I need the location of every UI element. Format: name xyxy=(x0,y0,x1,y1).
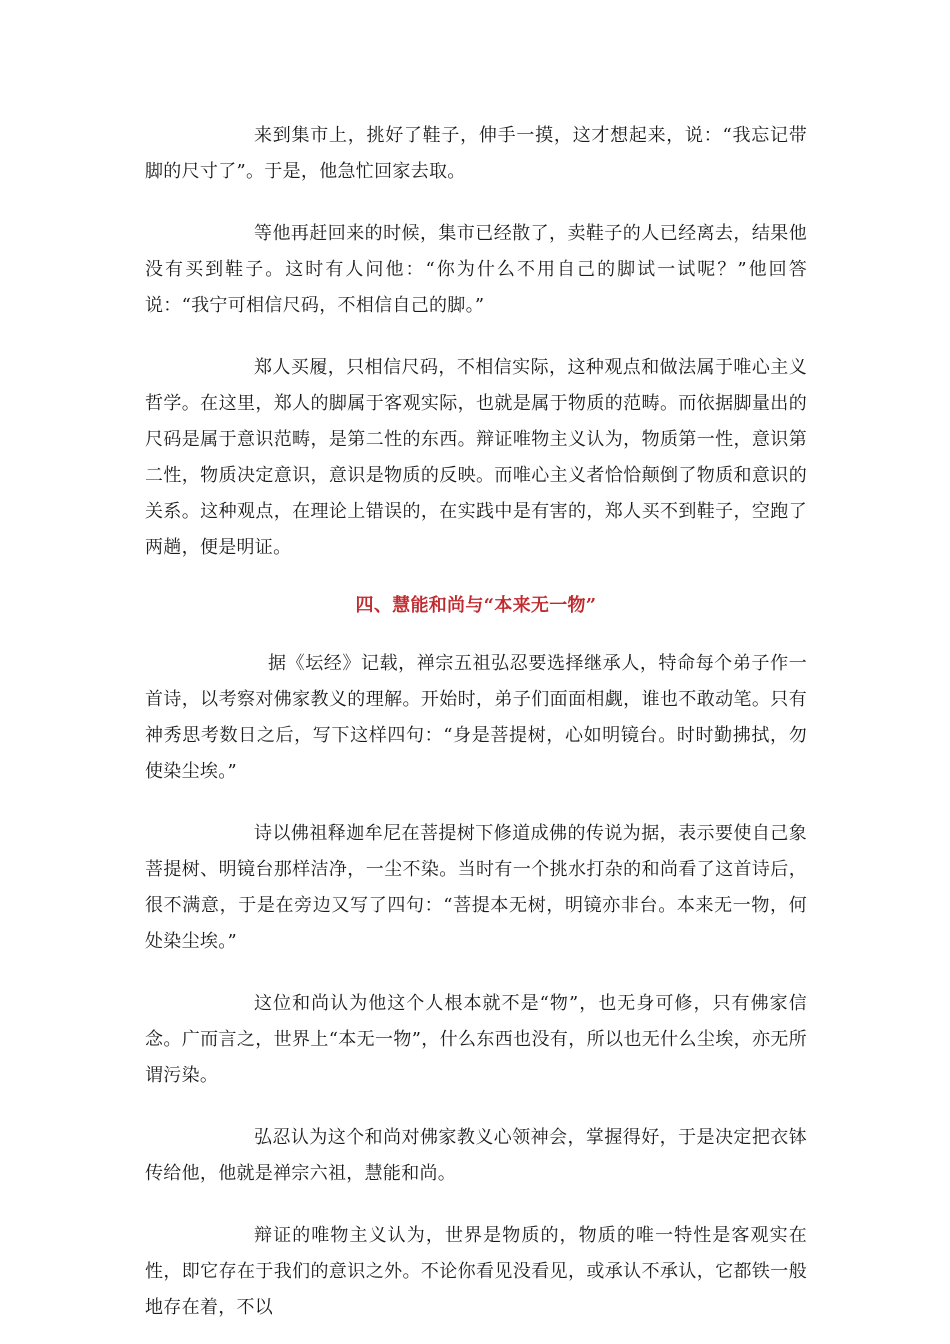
document-body xyxy=(145,118,807,1326)
paragraph-tanjing: 据《坛经》记载，禅宗五祖弘忍要选择继承人，特命每个弟子作一首诗，以考察对佛家教义的理解。开始时，弟子们面面相觑，谁也不敢动笔。只有神秀思考数日之后，写下这样四句：“身是菩提树，心如明镜台。时时勤拂拭，勿使染尘埃。” xyxy=(145,653,807,782)
paragraph-market: 来到集市上，挑好了鞋子，伸手一摸，这才想起来，说：“我忘记带脚的尺寸了”。于是，他急忙回家去取。 xyxy=(145,125,807,182)
section-heading: 四、慧能和尚与“本来无一物” xyxy=(355,595,597,616)
paragraph-return: 等他再赶回来的时候，集市已经散了，卖鞋子的人已经离去，结果他没有买到鞋子。这时有人问他：“你为什么不用自己的脚试一试呢？”他回答说：“我宁可相信尺码，不相信自己的脚。” xyxy=(145,223,807,316)
paragraph-analysis: 郑人买履，只相信尺码，不相信实际，这种观点和做法属于唯心主义哲学。在这里，郑人的脚属于客观实际，也就是属于物质的范畴。而依据脚量出的尺码是属于意识范畴，是第二性的东西。辩证唯物主义认为，物质第一性，意识第二性，物质决定意识，意识是物质的反映。而唯心主义者恰恰颠倒了物质和意识的关系。这种观点，在理论上错误的，在实践中是有害的，郑人买不到鞋子，空跑了两趟，便是明证。 xyxy=(145,357,807,558)
paragraph-poem: 诗以佛祖释迦牟尼在菩提树下修道成佛的传说为据，表示要使自己象菩提树、明镜台那样洁净，一尘不染。当时有一个挑水打杂的和尚看了这首诗后，很不满意，于是在旁边又写了四句：“菩提本无树，明镜亦非台。本来无一物，何处染尘埃。” xyxy=(145,823,807,952)
paragraph-monk-view: 这位和尚认为他这个人根本就不是“物”，也无身可修，只有佛家信念。广而言之，世界上“本无一物”，什么东西也没有，所以也无什么尘埃，亦无所谓污染。 xyxy=(145,993,807,1086)
paragraph-materialism: 辩证的唯物主义认为，世界是物质的，物质的唯一特性是客观实在性，即它存在于我们的意识之外。不论你看见没看见，或承认不承认，它都铁一般地存在着，不以 xyxy=(145,1225,807,1318)
paragraph-succession: 弘忍认为这个和尚对佛家教义心领神会，掌握得好，于是决定把衣钵传给他，他就是禅宗六祖，慧能和尚。 xyxy=(145,1127,807,1184)
